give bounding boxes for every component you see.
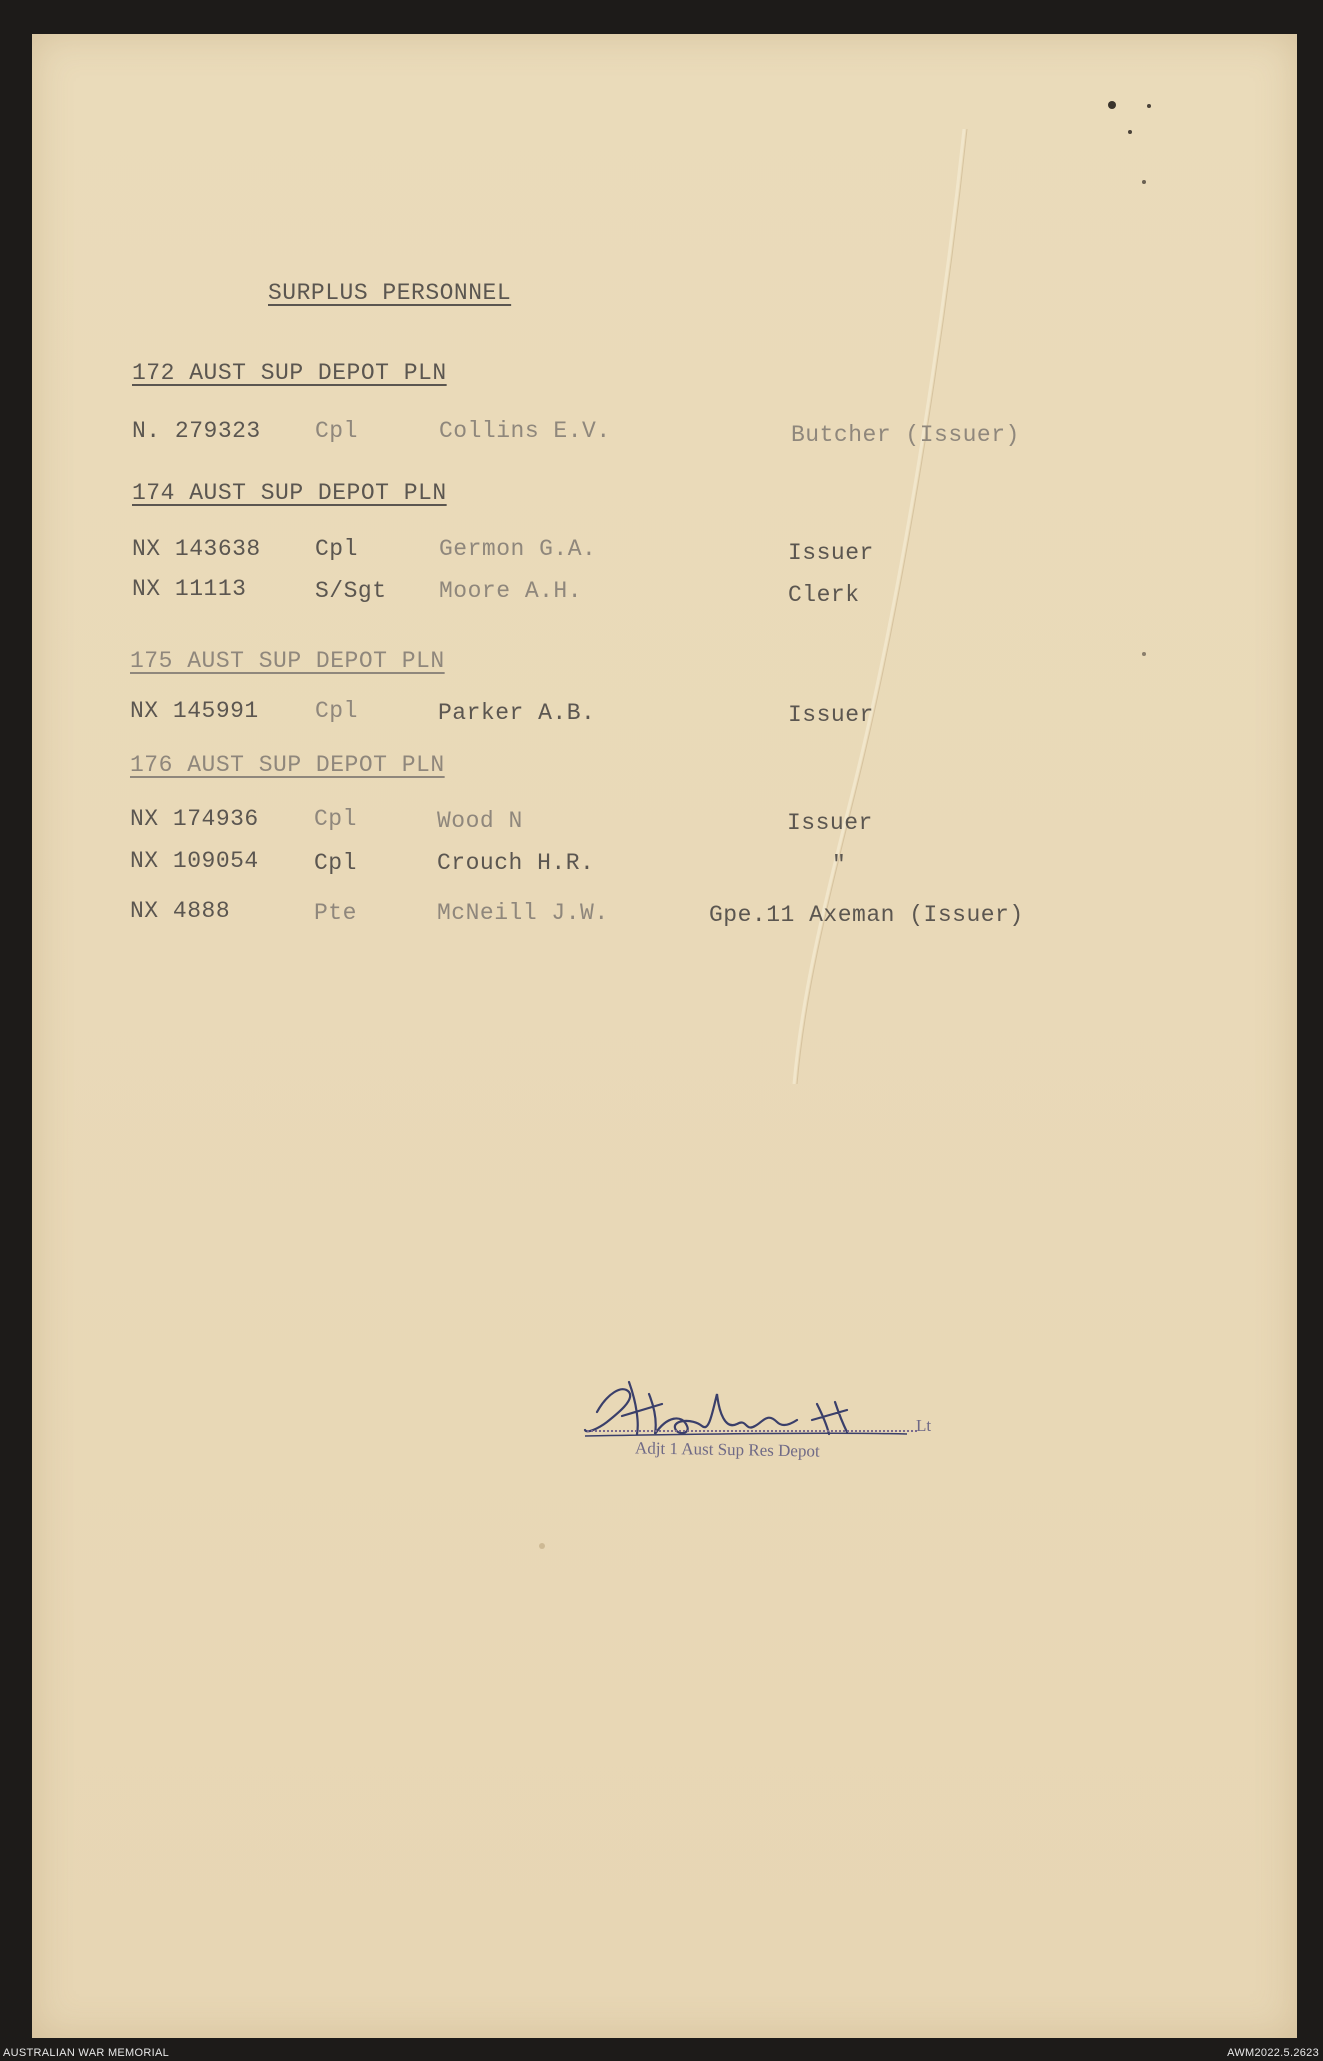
service-number: NX 174936 <box>130 806 259 832</box>
rank: S/Sgt <box>315 578 387 604</box>
person-name: Germon G.A. <box>439 536 597 562</box>
section-heading-172: 172 AUST SUP DEPOT PLN <box>132 360 447 386</box>
service-number: NX 109054 <box>130 848 259 874</box>
section-heading-176: 176 AUST SUP DEPOT PLN <box>130 752 445 778</box>
person-name: Crouch H.R. <box>437 850 595 876</box>
rank: Cpl <box>314 850 357 876</box>
role: Issuer <box>788 702 874 728</box>
role: Butcher (Issuer) <box>791 422 1020 448</box>
document-title: SURPLUS PERSONNEL <box>268 280 512 306</box>
rank: Cpl <box>314 806 357 832</box>
person-name: McNeill J.W. <box>437 900 609 926</box>
section-heading-175: 175 AUST SUP DEPOT PLN <box>130 648 445 674</box>
rank: Pte <box>314 900 357 926</box>
stamp-rank: Lt <box>916 1416 932 1435</box>
rank: Cpl <box>315 698 358 724</box>
stamp-designation: Adjt 1 Aust Sup Res Depot <box>634 1438 820 1461</box>
service-number: NX 143638 <box>132 536 261 562</box>
role: Issuer <box>787 810 873 836</box>
footer-accession-number: AWM2022.5.2623 <box>1227 2047 1319 2059</box>
signature-line <box>587 1430 917 1432</box>
person-name: Parker A.B. <box>438 700 596 726</box>
service-number: NX 11113 <box>132 576 247 602</box>
role: Gpe.11 Axeman (Issuer) <box>709 902 1024 928</box>
role: Issuer <box>788 540 874 566</box>
paper-crease <box>32 34 1297 2038</box>
rank: Cpl <box>315 418 358 444</box>
person-name: Moore A.H. <box>439 578 583 604</box>
service-number: N. 279323 <box>132 418 261 444</box>
person-name: Wood N <box>437 808 523 834</box>
footer-institution: AUSTRALIAN WAR MEMORIAL <box>3 2047 170 2059</box>
section-heading-174: 174 AUST SUP DEPOT PLN <box>132 480 447 506</box>
document-page <box>32 34 1297 2038</box>
person-name: Collins E.V. <box>439 418 611 444</box>
service-number: NX 145991 <box>130 698 259 724</box>
rank: Cpl <box>315 536 358 562</box>
handwritten-signature <box>577 1374 957 1484</box>
service-number: NX 4888 <box>130 898 231 924</box>
role: Clerk <box>788 582 860 608</box>
role-ditto: " <box>832 852 847 878</box>
